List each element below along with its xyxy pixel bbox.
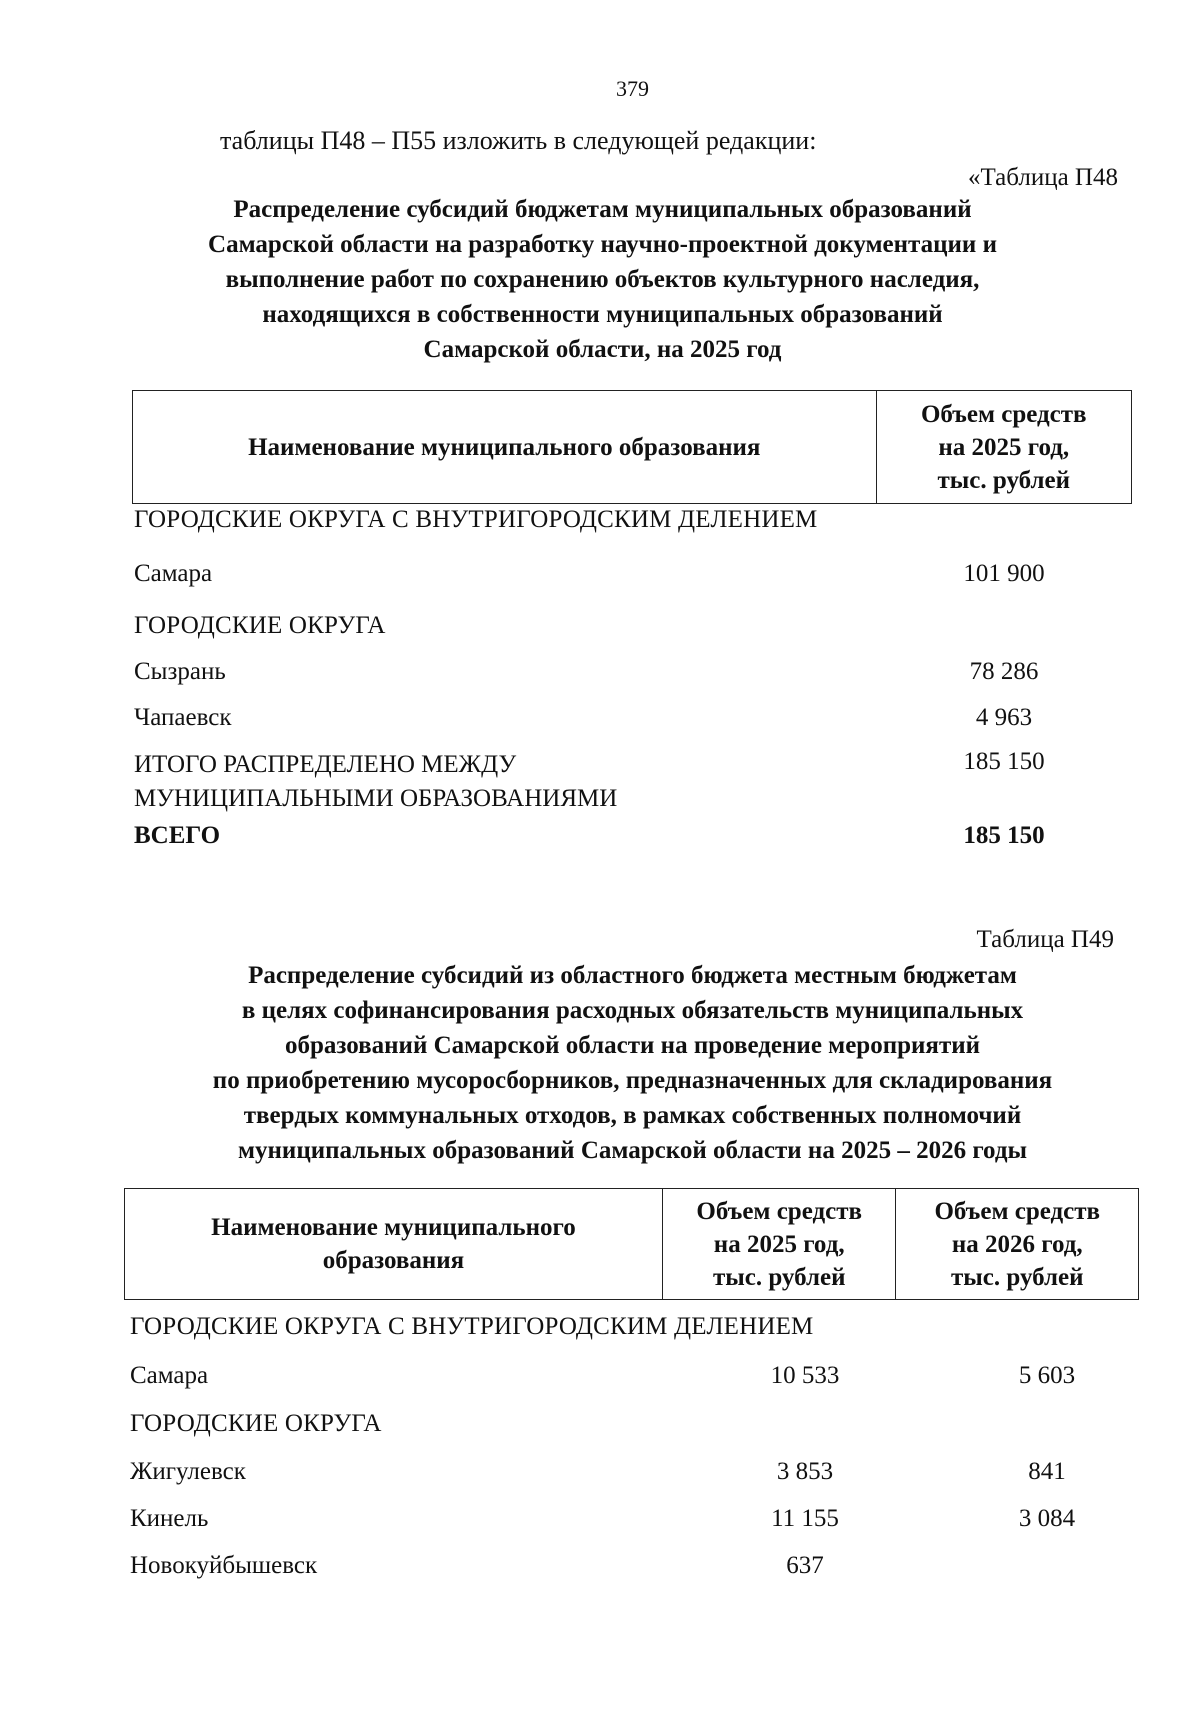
header-volume-2025-cell	[876, 391, 1131, 503]
volume-2025: 637	[786, 1552, 824, 1579]
header-line: Объем средств	[920, 400, 1087, 428]
table-p49-header	[124, 1188, 1139, 1300]
title-line: Распределение субсидий из областного бюджета местным бюджетам	[248, 962, 1017, 989]
volume-2025: 4 963	[975, 704, 1033, 731]
header-name-cell	[125, 1189, 662, 1299]
municipality-name: Новокуйбышевск	[130, 1552, 318, 1579]
title-line: Распределение субсидий бюджетам муниципальных образований	[233, 196, 972, 223]
municipality-name: Чапаевск	[134, 704, 232, 731]
title-line: в целях софинансирования расходных обязательств муниципальных	[241, 997, 1024, 1024]
table-p49-tag: Таблица П49	[976, 926, 1114, 953]
volume-2025: 10 533	[770, 1362, 840, 1389]
section-label: ГОРОДСКИЕ ОКРУГА	[134, 612, 386, 639]
title-line: находящихся в собственности муниципальных образований	[262, 301, 943, 328]
title-line: твердых коммунальных отходов, в рамках собственных полномочий	[243, 1102, 1022, 1129]
volume-2025: 78 286	[969, 658, 1039, 685]
header-line: на 2025 год,	[713, 1230, 845, 1258]
municipality-name: Самара	[134, 560, 213, 587]
total-distributed-value: 185 150	[963, 748, 1045, 775]
header-line: Объем средств	[934, 1197, 1101, 1225]
header-name-cell: Наименование муниципального образования	[248, 433, 761, 461]
municipality-name: Жигулевск	[130, 1458, 246, 1485]
municipality-name: Кинель	[130, 1505, 209, 1532]
header-line: тыс. рублей	[950, 1263, 1084, 1291]
total-distributed-label: ИТОГО РАСПРЕДЕЛЕНО МЕЖДУ МУНИЦИПАЛЬНЫМИ ОБРАЗОВАНИЯМИ	[134, 751, 618, 812]
title-line: образований Самарской области на проведение мероприятий	[284, 1032, 981, 1059]
section-label: ГОРОДСКИЕ ОКРУГА С ВНУТРИГОРОДСКИМ ДЕЛЕНИЕМ	[130, 1313, 814, 1340]
volume-2025: 101 900	[963, 560, 1045, 587]
title-line: Самарской области на разработку научно-проектной документации и	[208, 231, 997, 258]
volume-2026: 841	[1028, 1458, 1066, 1485]
title-line: выполнение работ по сохранению объектов культурного наследия,	[225, 266, 980, 293]
grand-total-label: ВСЕГО	[134, 822, 221, 849]
volume-2026: 5 603	[1018, 1362, 1076, 1389]
title-line: по приобретению мусоросборников, предназначенных для складирования	[212, 1067, 1053, 1094]
table-p48-header	[132, 390, 1132, 504]
section-label: ГОРОДСКИЕ ОКРУГА С ВНУТРИГОРОДСКИМ ДЕЛЕНИЕМ	[134, 506, 818, 533]
volume-2026: 3 084	[1018, 1505, 1076, 1532]
header-volume-2026-cell	[895, 1189, 1138, 1299]
volume-2025: 11 155	[771, 1505, 839, 1532]
page-number: 379	[616, 76, 649, 101]
header-line: образования	[322, 1247, 465, 1274]
header-line: Наименование муниципального	[211, 1214, 576, 1241]
title-line: муниципальных образований Самарской области на 2025 – 2026 годы	[238, 1137, 1027, 1164]
header-line: тыс. рублей	[937, 466, 1071, 494]
header-line: Объем средств	[696, 1197, 862, 1225]
grand-total-value: 185 150	[963, 822, 1045, 849]
header-volume-2025-cell	[662, 1189, 896, 1299]
header-line: на 2025 год,	[938, 433, 1070, 461]
table-p49-title	[120, 958, 1145, 1168]
volume-2025: 3 853	[776, 1458, 834, 1485]
header-line: тыс. рублей	[712, 1263, 846, 1291]
municipality-name: Самара	[130, 1362, 209, 1389]
municipality-name: Сызрань	[134, 658, 226, 685]
title-line: Самарской области, на 2025 год	[423, 336, 782, 363]
table-p48-title	[90, 192, 1115, 367]
header-line: на 2026 год,	[951, 1230, 1083, 1258]
intro-text: таблицы П48 – П55 изложить в следующей редакции:	[220, 126, 817, 155]
table-p48-tag: «Таблица П48	[968, 164, 1118, 191]
section-label: ГОРОДСКИЕ ОКРУГА	[130, 1410, 382, 1437]
